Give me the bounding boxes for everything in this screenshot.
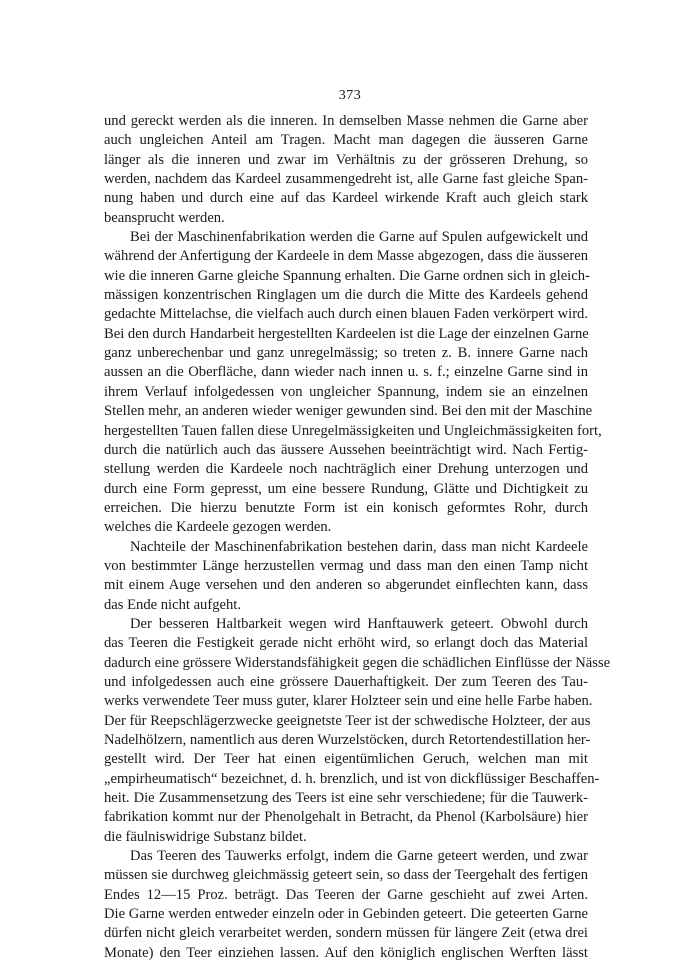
- page-number: 373: [338, 88, 362, 103]
- paragraph: [104, 847, 588, 963]
- text-line: ganz unberechenbar und ganz unregelmässig; so treten z. B. innere Garne nach: [104, 345, 588, 362]
- text-line: werden, nachdem das Kardeel zusammengedreht ist, alle Garne fast gleiche Span-: [104, 171, 588, 188]
- paragraph: [104, 615, 611, 847]
- text-line: auch ungleichen Anteil am Tragen. Macht man dagegen die äusseren Garne: [104, 132, 588, 149]
- text-line: und gereckt werden als die inneren. In demselben Masse nehmen die Garne aber: [104, 113, 588, 129]
- text-line: fabrikation kommt nur der Phenolgehalt in Betracht, da Phenol (Karbolsäure) hier: [104, 809, 588, 826]
- text-line: heit. Die Zusammensetzung des Teers ist eine sehr verschiedene; für die Tauwerk-: [104, 790, 588, 807]
- text-line: welches die Kardeele gezogen werden.: [104, 519, 332, 536]
- text-line: dadurch eine grössere Widerstandsfähigkeit gegen die schädlichen Einflüsse der Nässe: [104, 654, 611, 671]
- text-line: Nadelhölzern, namentlich aus deren Wurzelstöcken, durch Retortendestillation her-: [104, 732, 591, 748]
- text-line: beansprucht werden.: [104, 209, 225, 226]
- text-line: erreichen. Die hierzu benutzte Form ist ein konisch geformtes Rohr, durch: [104, 499, 588, 516]
- text-line: durch eine Form gepresst, um eine bessere Rundung, Glätte und Dichtigkeit zu: [104, 480, 588, 497]
- text-line: und infolgedessen auch eine grössere Dauerhaftigkeit. Der zum Teeren des Tau-: [104, 673, 588, 690]
- paragraph: [104, 112, 588, 228]
- text-line: die fäulniswidrige Substanz bildet.: [104, 828, 307, 845]
- paragraph: [104, 228, 602, 538]
- text-line: Bei der Maschinenfabrikation werden die Garne auf Spulen aufgewickelt und: [130, 229, 588, 246]
- body-text: [104, 112, 611, 963]
- text-line: durch die natürlich auch das äussere Aussehen beeinträchtigt wird. Nach Fertig-: [104, 441, 588, 458]
- text-line: Nachteile der Maschinenfabrikation bestehen darin, dass man nicht Kardeele: [130, 538, 588, 555]
- text-line: nung haben und durch eine auf das Kardeel wirkende Kraft auch gleich stark: [104, 190, 588, 207]
- text-line: Der besseren Haltbarkeit wegen wird Hanftauwerk geteert. Obwohl durch: [130, 615, 588, 632]
- text-line: gestellt wird. Der Teer hat einen eigentümlichen Geruch, welchen man mit: [104, 751, 588, 768]
- text-line: „empirheumatisch“ bezeichnet, d. h. brenzlich, und ist von dickflüssiger Beschaffen-: [104, 770, 600, 787]
- text-line: stellung werden die Kardeele noch nachträglich einer Drehung unterzogen und: [104, 461, 588, 478]
- text-line: müssen sie durchweg gleichmässig geteert sein, so dass der Teergehalt des fertigen: [104, 867, 588, 884]
- text-line: gedachte Mittelachse, die vielfach auch durch einen blauen Faden verkörpert wird.: [104, 306, 588, 323]
- text-line: Monate) den Teer einziehen lassen. Auf den königlich englischen Werften lässt: [104, 944, 588, 961]
- text-line: werks verwendete Teer muss guter, klarer Holzteer sein und eine helle Farbe haben.: [104, 693, 593, 710]
- text-line: Das Teeren des Tauwerks erfolgt, indem die Garne geteert werden, und zwar: [130, 848, 588, 865]
- text-line: während der Anfertigung der Kardeele in dem Masse abgezogen, dass die äusseren: [104, 248, 588, 265]
- text-line: das Ende nicht aufgeht.: [104, 596, 241, 613]
- text-line: ihrem Verlauf infolgedessen von ungleicher Spannung, indem sie an einzelnen: [104, 383, 588, 400]
- text-line: von bestimmter Länge herzustellen vermag und dass man den einen Tamp nicht: [104, 557, 588, 574]
- text-line: wie die inneren Garne gleiche Spannung erhalten. Die Garne ordnen sich in gleich-: [104, 267, 590, 284]
- text-line: länger als die inneren und zwar im Verhältnis zu der grösseren Drehung, so: [104, 151, 588, 168]
- paragraph: [104, 538, 588, 615]
- text-line: Endes 12—15 Proz. beträgt. Das Teeren der Garne geschieht auf zwei Arten.: [104, 886, 588, 903]
- text-line: hergestellten Tauen fallen diese Unregelmässigkeiten und Ungleichmässigkeiten fort,: [104, 422, 602, 439]
- text-line: dürfen nicht gleich verarbeitet werden, sondern müssen für längere Zeit (etwa drei: [104, 925, 588, 942]
- text-line: Bei den durch Handarbeit hergestellten Kardeelen ist die Lage der einzelnen Garne: [104, 325, 589, 342]
- text-line: aussen an die Oberfläche, dann wieder nach innen u. s. f.; einzelne Garne sind in: [104, 364, 588, 381]
- text-line: das Teeren die Festigkeit gerade nicht erhöht wird, so erlangt doch das Material: [104, 635, 588, 652]
- text-line: Die Garne werden entweder einzeln oder in Gebinden geteert. Die geteerten Garne: [104, 906, 588, 923]
- text-line: mässigen konzentrischen Ringlagen um die durch die Mitte des Kardeels gehend: [104, 287, 588, 304]
- text-line: Der für Reepschlägerzwecke geeignetste Teer ist der schwedische Holzteer, der aus: [104, 712, 591, 729]
- text-line: mit einem Auge versehen und den anderen so abgerundet einflechten kann, dass: [104, 577, 588, 594]
- text-line: Stellen mehr, an anderen wieder weniger gewunden sind. Bei den mit der Maschine: [104, 403, 593, 420]
